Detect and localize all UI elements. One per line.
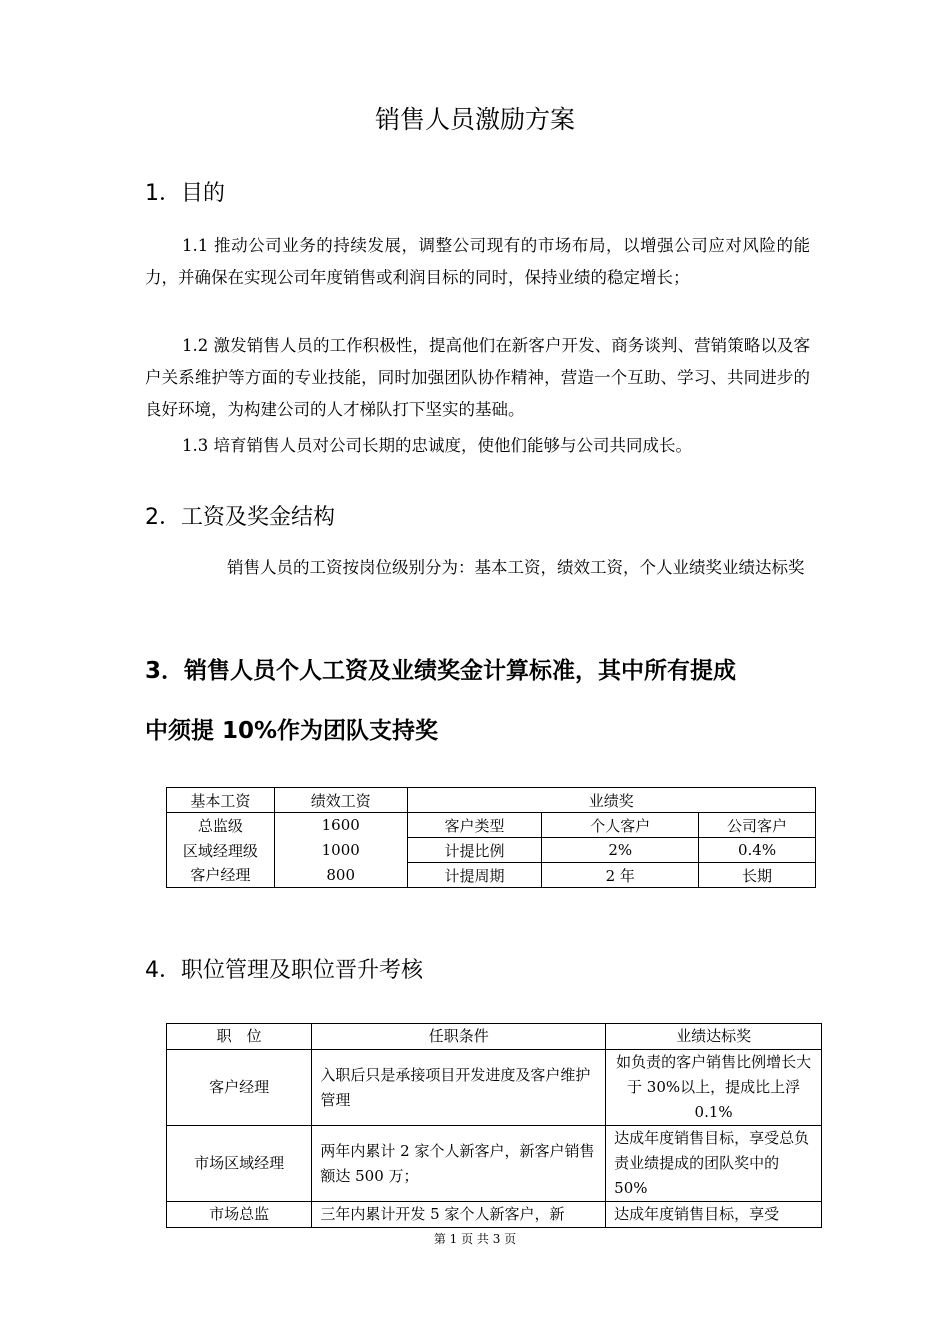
- position-table: [166, 1023, 822, 1228]
- header-position: 职 位: [167, 1024, 312, 1050]
- bonus-cell: 如负责的客户销售比例增长大于 30%以上，提成比上浮 0.1%: [606, 1050, 822, 1126]
- section-1-heading: 1．目的: [145, 181, 225, 206]
- company-cell: 公司客户: [699, 813, 816, 838]
- table-row: [167, 813, 816, 838]
- level-cell: 总监级: [167, 813, 275, 838]
- page-footer: 第 1 页 共 3 页: [433, 1232, 517, 1246]
- position-cell: 客户经理: [167, 1050, 312, 1126]
- header-bonus: 业绩达标奖: [606, 1024, 822, 1050]
- position-cell: 市场区域经理: [167, 1126, 312, 1202]
- bonus-label-cell: 计提周期: [407, 863, 542, 888]
- table-header-row: [167, 1024, 822, 1050]
- bonus-cell: 达成年度销售目标，享受: [606, 1202, 822, 1228]
- section-3-heading-line1: 3．销售人员个人工资及业绩奖金计算标准，其中所有提成: [145, 658, 737, 684]
- condition-cell: 入职后只是承接项目开发进度及客户维护管理: [312, 1050, 606, 1126]
- personal-cell: 个人客户: [542, 813, 699, 838]
- table-row: [167, 1202, 822, 1228]
- bonus-label-cell: 客户类型: [407, 813, 542, 838]
- table-row: [167, 838, 816, 863]
- table-row: [167, 1050, 822, 1126]
- section-4-heading: 4．职位管理及职位晋升考核: [145, 958, 423, 983]
- personal-cell: 2%: [542, 838, 699, 863]
- header-bonus: 业绩奖: [407, 788, 815, 813]
- company-cell: 长期: [699, 863, 816, 888]
- perf-cell: 1000: [274, 838, 407, 863]
- table-row: [167, 1126, 822, 1202]
- table-row: [167, 863, 816, 888]
- paragraph-1-1: 1.1 推动公司业务的持续发展，调整公司现有的市场布局，以增强公司应对风险的能力，并确保在实现公司年度销售或利润目标的同时，保持业绩的稳定增长；: [145, 236, 810, 287]
- position-cell: 市场总监: [167, 1202, 312, 1228]
- section-2-heading: 2．工资及奖金结构: [145, 505, 335, 530]
- header-condition: 任职条件: [312, 1024, 606, 1050]
- level-cell: 客户经理: [167, 863, 275, 888]
- paragraph-1-3: 1.3 培育销售人员对公司长期的忠诚度，使他们能够与公司共同成长。: [182, 436, 692, 455]
- section-3-heading-line2: 中须提 10%作为团队支持奖: [145, 718, 439, 744]
- condition-cell: 两年内累计 2 家个人新客户，新客户销售额达 500 万；: [312, 1126, 606, 1202]
- header-perf-salary: 绩效工资: [274, 788, 407, 813]
- company-cell: 0.4%: [699, 838, 816, 863]
- table-header-row: [167, 788, 816, 813]
- personal-cell: 2 年: [542, 863, 699, 888]
- level-cell: 区域经理级: [167, 838, 275, 863]
- bonus-cell: 达成年度销售目标，享受总负责业绩提成的团队奖中的 50%: [606, 1126, 822, 1202]
- condition-cell: 三年内累计开发 5 家个人新客户，新: [312, 1202, 606, 1228]
- perf-cell: 800: [274, 863, 407, 888]
- paragraph-2-1: 销售人员的工资按岗位级别分为：基本工资，绩效工资，个人业绩奖业绩达标奖: [227, 558, 805, 577]
- document-title: 销售人员激励方案: [374, 105, 575, 134]
- header-base-salary: 基本工资: [167, 788, 275, 813]
- salary-table: [166, 787, 816, 888]
- bonus-label-cell: 计提比例: [407, 838, 542, 863]
- perf-cell: 1600: [274, 813, 407, 838]
- paragraph-1-2: 1.2 激发销售人员的工作积极性，提高他们在新客户开发、商务谈判、营销策略以及客户关系维护等方面的专业技能，同时加强团队协作精神，营造一个互助、学习、共同进步的良好环境，为构建公司的人才梯队打下坚实的基础。: [145, 336, 810, 419]
